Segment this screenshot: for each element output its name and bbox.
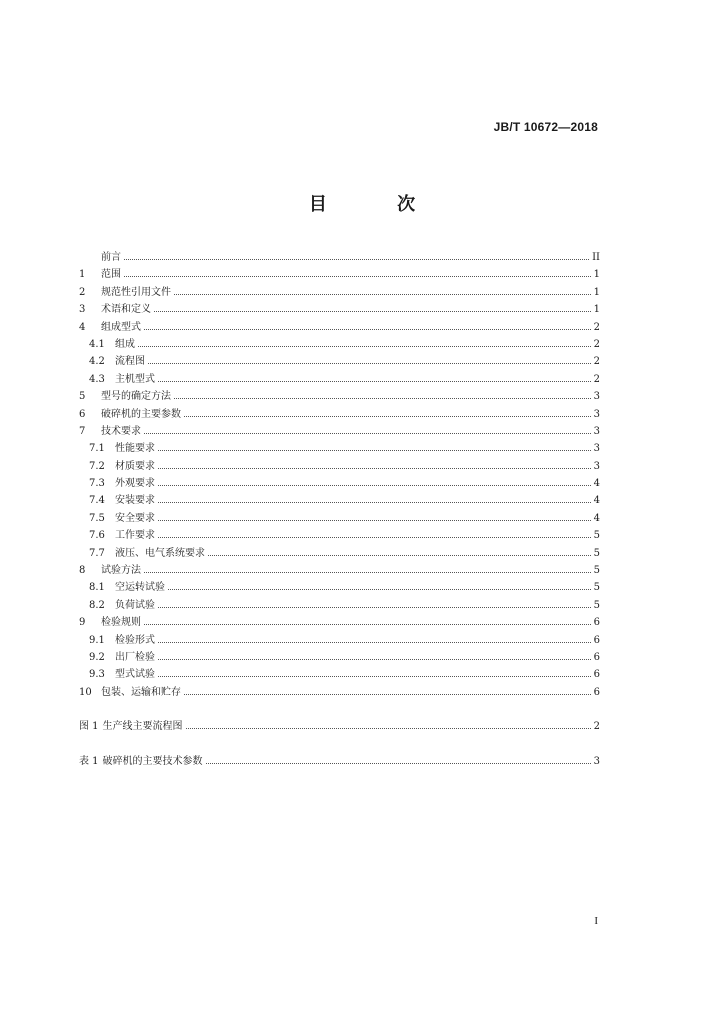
dot-leader <box>154 300 591 312</box>
dot-leader <box>206 752 591 764</box>
toc-entry-page: 3 <box>593 755 600 767</box>
toc-entry-label: 型式试验 <box>115 669 155 681</box>
toc-entry-page: II <box>592 252 600 263</box>
dot-leader <box>148 352 591 364</box>
toc-entry[interactable] <box>79 544 600 561</box>
toc-entry-page: 6 <box>593 651 600 663</box>
section-spacer <box>79 735 600 752</box>
toc-entry-number: 9 <box>79 617 86 629</box>
toc-entry-label: 破碎机的主要技术参数 <box>102 755 203 767</box>
toc-entry-label: 组成 <box>115 338 135 350</box>
dot-leader <box>184 683 591 695</box>
toc-entry-page: 1 <box>593 269 600 281</box>
toc-entry[interactable] <box>79 265 600 282</box>
dot-leader <box>158 474 591 486</box>
toc-entry-page: 3 <box>593 408 600 420</box>
toc-entry-label: 范围 <box>101 269 121 281</box>
toc-entry-number: 4.3 <box>89 373 105 385</box>
toc-entry-number: 7.3 <box>89 478 105 490</box>
toc-entry[interactable] <box>79 631 600 648</box>
dot-leader <box>158 439 591 451</box>
dot-leader <box>144 422 591 434</box>
dot-leader <box>158 457 591 469</box>
toc-entry-number: 8 <box>79 565 86 577</box>
dot-leader <box>124 265 591 277</box>
toc-entry-page: 2 <box>593 356 600 368</box>
toc-entry[interactable] <box>79 526 600 543</box>
dot-leader <box>124 248 589 260</box>
toc-entry-page: 4 <box>593 478 600 490</box>
toc-entry[interactable] <box>79 457 600 474</box>
toc-entry-label: 组成型式 <box>101 321 141 333</box>
toc-entry[interactable] <box>79 370 600 387</box>
toc-entry-label: 试验方法 <box>101 565 141 577</box>
toc-entry-label: 型号的确定方法 <box>101 391 171 403</box>
toc-entry-page: 4 <box>593 495 600 507</box>
toc-entry-number: 7.4 <box>89 495 105 507</box>
dot-leader <box>184 405 591 417</box>
toc-entry-number: 6 <box>79 408 86 420</box>
toc-entry-label: 性能要求 <box>115 443 155 455</box>
dot-leader <box>174 283 591 295</box>
toc-entry-label: 安装要求 <box>115 495 155 507</box>
toc-entry-page: 2 <box>593 321 600 333</box>
dot-leader <box>158 631 591 643</box>
standard-code: JB/T 10672—2018 <box>493 120 598 134</box>
toc-entry-page: 4 <box>593 512 600 524</box>
toc-entry-number: 表 1 <box>79 755 99 767</box>
toc-entry-page: 1 <box>593 286 600 298</box>
page-title: 目 次 <box>308 194 448 215</box>
toc-entry-label: 空运转试验 <box>115 582 165 594</box>
toc-entry-number: 10 <box>79 686 92 698</box>
dot-leader <box>168 578 591 590</box>
toc-entry-number: 9.1 <box>89 634 105 646</box>
toc-entry-page: 6 <box>593 634 600 646</box>
toc-entry-page: 5 <box>593 599 600 611</box>
toc-entry-page: 3 <box>593 425 600 437</box>
toc-entry[interactable] <box>79 648 600 665</box>
dot-leader <box>144 561 591 573</box>
dot-leader <box>208 544 591 556</box>
dot-leader <box>158 491 591 503</box>
toc-entry-page: 3 <box>593 460 600 472</box>
toc-entry[interactable] <box>79 439 600 456</box>
dot-leader <box>158 370 591 382</box>
toc-entry-number: 7.6 <box>89 530 105 542</box>
toc-entry[interactable] <box>79 613 600 630</box>
toc-entry[interactable] <box>79 283 600 300</box>
page-folio: I <box>594 915 598 927</box>
toc-entry-page: 2 <box>593 721 600 733</box>
section-spacer <box>79 700 600 717</box>
toc-entry-page: 5 <box>593 565 600 577</box>
toc-entry-page: 2 <box>593 338 600 350</box>
toc-entry-page: 5 <box>593 547 600 559</box>
dot-leader <box>158 648 591 660</box>
dot-leader <box>138 335 591 347</box>
toc-entry[interactable] <box>79 387 600 404</box>
toc-entry-label: 外观要求 <box>115 478 155 490</box>
toc-entry-number: 4 <box>79 321 86 333</box>
toc-entry-page: 5 <box>593 582 600 594</box>
toc-entry[interactable] <box>79 561 600 578</box>
dot-leader <box>158 596 591 608</box>
toc-entry-page: 6 <box>593 617 600 629</box>
toc-entry-page: 2 <box>593 373 600 385</box>
toc-entry-number: 图 1 <box>79 721 99 733</box>
dot-leader <box>186 717 591 729</box>
toc-entry-number: 9.2 <box>89 651 105 663</box>
toc-entry[interactable] <box>79 683 600 700</box>
toc-entry-label: 包装、运输和贮存 <box>101 686 181 698</box>
toc-entry-number: 5 <box>79 391 86 403</box>
toc-entry[interactable] <box>79 717 600 734</box>
toc-entry[interactable] <box>79 491 600 508</box>
toc-entry-number: 4.1 <box>89 338 105 350</box>
toc-entry-page: 6 <box>593 686 600 698</box>
toc-entry-label: 生产线主要流程图 <box>102 721 183 733</box>
table-of-contents <box>79 248 600 769</box>
toc-entry-number: 4.2 <box>89 356 105 368</box>
toc-entry-label: 技术要求 <box>101 425 141 437</box>
toc-entry-number: 1 <box>79 269 86 281</box>
toc-entry-page: 1 <box>593 304 600 316</box>
toc-entry-number: 7 <box>79 425 86 437</box>
toc-entry-label: 主机型式 <box>115 373 155 385</box>
toc-entry-label: 术语和定义 <box>101 304 151 316</box>
toc-entry[interactable] <box>79 578 600 595</box>
toc-entry[interactable] <box>79 474 600 491</box>
toc-entry-page: 3 <box>593 443 600 455</box>
toc-entry[interactable] <box>79 405 600 422</box>
dot-leader <box>158 526 591 538</box>
toc-entry[interactable] <box>79 422 600 439</box>
toc-entry-number: 9.3 <box>89 669 105 681</box>
toc-entry-number: 2 <box>79 286 86 298</box>
toc-entry-number: 7.5 <box>89 512 105 524</box>
toc-entry-label: 规范性引用文件 <box>101 286 171 298</box>
toc-entry-number: 7.2 <box>89 460 105 472</box>
toc-entry-label: 前言 <box>101 252 121 263</box>
toc-entry-number: 7.1 <box>89 443 105 455</box>
toc-entry-number: 7.7 <box>89 547 105 559</box>
dot-leader <box>174 387 591 399</box>
toc-entry-label: 材质要求 <box>115 460 155 472</box>
toc-entry[interactable] <box>79 352 600 369</box>
dot-leader <box>144 318 591 330</box>
toc-entry[interactable] <box>79 248 600 265</box>
toc-entry-label: 检验形式 <box>115 634 155 646</box>
dot-leader <box>158 665 591 677</box>
toc-entry[interactable] <box>79 596 600 613</box>
toc-entry[interactable] <box>79 752 600 769</box>
toc-entry-page: 6 <box>593 669 600 681</box>
toc-entry-page: 3 <box>593 391 600 403</box>
dot-leader <box>144 613 591 625</box>
toc-entry-label: 安全要求 <box>115 512 155 524</box>
toc-entry-label: 工作要求 <box>115 530 155 542</box>
toc-entry[interactable] <box>79 300 600 317</box>
toc-entry-label: 流程图 <box>115 356 145 368</box>
dot-leader <box>158 509 591 521</box>
toc-entry[interactable] <box>79 509 600 526</box>
toc-entry-label: 液压、电气系统要求 <box>115 547 205 559</box>
toc-entry-number: 8.2 <box>89 599 105 611</box>
toc-entry[interactable] <box>79 318 600 335</box>
toc-entry-label: 破碎机的主要参数 <box>101 408 181 420</box>
toc-entry-label: 负荷试验 <box>115 599 155 611</box>
toc-entry[interactable] <box>79 665 600 682</box>
toc-entry-number: 8.1 <box>89 582 105 594</box>
toc-entry[interactable] <box>79 335 600 352</box>
toc-entry-label: 出厂检验 <box>115 651 155 663</box>
toc-entry-page: 5 <box>593 530 600 542</box>
toc-entry-number: 3 <box>79 304 86 316</box>
toc-entry-label: 检验规则 <box>101 617 141 629</box>
